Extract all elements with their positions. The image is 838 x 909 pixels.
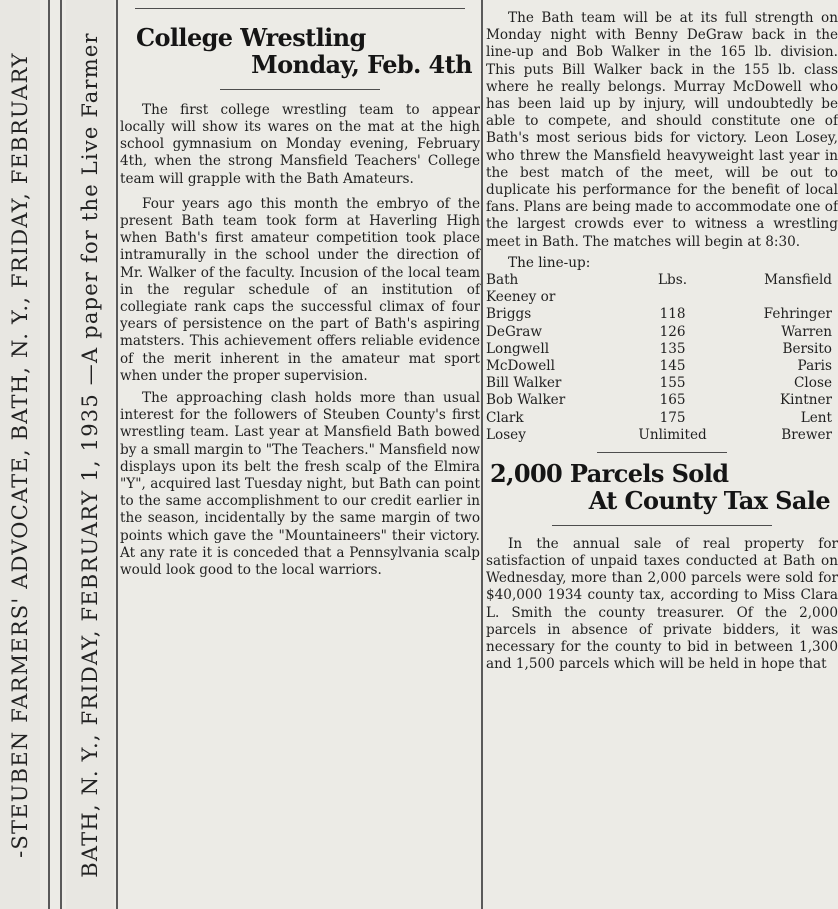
lineup-lbs: 118 [659, 306, 686, 323]
column-rule [116, 0, 118, 909]
running-head-left [0, 0, 40, 909]
lineup-bath: Bob Walker [486, 392, 566, 409]
lineup-bath: Longwell [486, 340, 550, 357]
lineup-header-mansfield: Mansfield [764, 272, 832, 289]
lineup-mansfield [725, 289, 838, 306]
column-rule [60, 0, 62, 909]
lineup-mansfield: Lent [800, 409, 832, 426]
lineup-header-bath: Bath [486, 272, 519, 289]
lineup-row [486, 392, 838, 409]
lineup-lbs: 175 [659, 409, 686, 426]
lineup-mansfield: Brewer [781, 426, 832, 443]
article-column-2 [486, 0, 838, 673]
headline-line-1: College Wrestling [136, 23, 366, 52]
lineup-table [486, 272, 838, 444]
headline2-rule [552, 525, 772, 526]
column-rule [48, 0, 50, 909]
lineup-row [486, 306, 838, 323]
lineup-mansfield: Warren [781, 323, 832, 340]
lineup-header-lbs: Lbs. [658, 272, 688, 289]
headline-line-2: Monday, Feb. 4th [251, 49, 472, 79]
lineup-bath: Keeney or [486, 289, 556, 306]
lineup-row [486, 375, 838, 392]
running-head-right [66, 0, 114, 909]
headline2-line-1: 2,000 Parcels Sold [490, 459, 729, 489]
article-paragraph: The first college wrestling team to appear locally will show its wares on the mat at the high school gymnasium on Monday evening, February 4th, when the strong Mansfield Teachers' College team will grapple with the Bath Amateurs. [120, 101, 480, 187]
lineup-title: The line-up: [508, 254, 591, 271]
running-head-left-text: -STEUBEN FARMERS' ADVOCATE, BATH, N. Y., FRIDAY, FEBRUARY [8, 51, 32, 858]
lineup-lbs: 165 [659, 392, 686, 409]
article-paragraph: In the annual sale of real property for satisfaction of unpaid taxes conducted at Bath on Wednesday, more than 2,000 parcels were sold for $40,000 1934 county tax, according to Miss Clara L. Smith the county treasurer. Of the 2,000 parcels in absence of private bidders, it was necessary for the county to bid in between 1,300 and 1,500 parcels which will be held in hope that [486, 535, 838, 673]
article-separator [597, 452, 727, 453]
lineup-bath: Clark [486, 409, 524, 426]
lineup-lbs: 155 [659, 375, 686, 392]
running-head-right-text: BATH, N. Y., FRIDAY, FEBRUARY 1, 1935 —A paper for the Live Farmer [78, 31, 102, 878]
lineup-row [486, 358, 838, 375]
lineup-row [486, 341, 838, 358]
lineup-bath: Losey [486, 426, 526, 443]
lineup-mansfield: Kintner [779, 392, 832, 409]
lineup-bath: McDowell [486, 358, 555, 375]
lineup-lbs: 126 [659, 323, 686, 340]
lineup-bath: Bill Walker [486, 375, 562, 392]
lineup-row [486, 324, 838, 341]
top-rule [135, 8, 465, 9]
headline-rule [220, 89, 380, 90]
lineup-mansfield: Fehringer [763, 306, 832, 323]
lineup-row [486, 427, 838, 444]
lineup-bath: DeGraw [486, 323, 543, 340]
lineup-mansfield: Paris [797, 358, 832, 375]
column-rule [481, 0, 483, 909]
lineup-header-row [486, 272, 838, 289]
lineup-lbs [620, 289, 726, 306]
lineup-lbs: 145 [659, 358, 686, 375]
headline2-line-2: At County Tax Sale [588, 485, 830, 515]
article-column-1 [120, 0, 480, 579]
lineup-bath: Briggs [486, 306, 532, 323]
lineup-lbs: Unlimited [638, 426, 707, 443]
lineup-lbs: 135 [659, 340, 686, 357]
lineup-mansfield: Close [794, 375, 832, 392]
article-paragraph: Four years ago this month the embryo of the present Bath team took form at Haverling High when Bath's first amateur competition took place intramurally in the school under the direction of Mr. Walker of the faculty. Incusion of the local team in the regular schedule of an institution of collegiate rank caps the successful climax of four years of persistence on the part of Bath's aspiring matsters. This achievement offers reliable evidence of the merit inherent in the amateur mat sport when under the proper supervision. [120, 195, 480, 384]
article-paragraph: The Bath team will be at its full strength on Monday night with Benny DeGraw back in the line-up and Bob Walker in the 165 lb. division. This puts Bill Walker back in the 155 lb. class where he really belongs. Murray McDowell who has been laid up by injury, will undoubtedly be able to compete, and should constitute one of Bath's most serious bids for victory. Leon Losey, who threw the Mansfield heavyweight last year in the best match of the meet, will be out to duplicate his performance for the benefit of local fans. Plans are being made to accommodate one of the largest crowds ever to witness a wrestling meet in Bath. The matches will begin at 8:30. [486, 10, 838, 250]
article-paragraph: The approaching clash holds more than usual interest for the followers of Steuben County's first wrestling team. Last year at Mansfield Bath bowed by a small margin to "The Teachers." Mansfield now displays upon its belt the fresh scalp of the Elmira "Y", acquired last Tuesday night, but Bath can point to the same accomplishment to our credit earlier in the season, incidentally by the same margin of two points which gave the "Mountaineers" their victory. At any rate it is conceded that a Pennsylvania scalp would look good to the local warriors. [120, 390, 480, 579]
lineup-row [486, 289, 838, 306]
lineup-row [486, 410, 838, 427]
lineup-mansfield: Bersito [782, 340, 832, 357]
